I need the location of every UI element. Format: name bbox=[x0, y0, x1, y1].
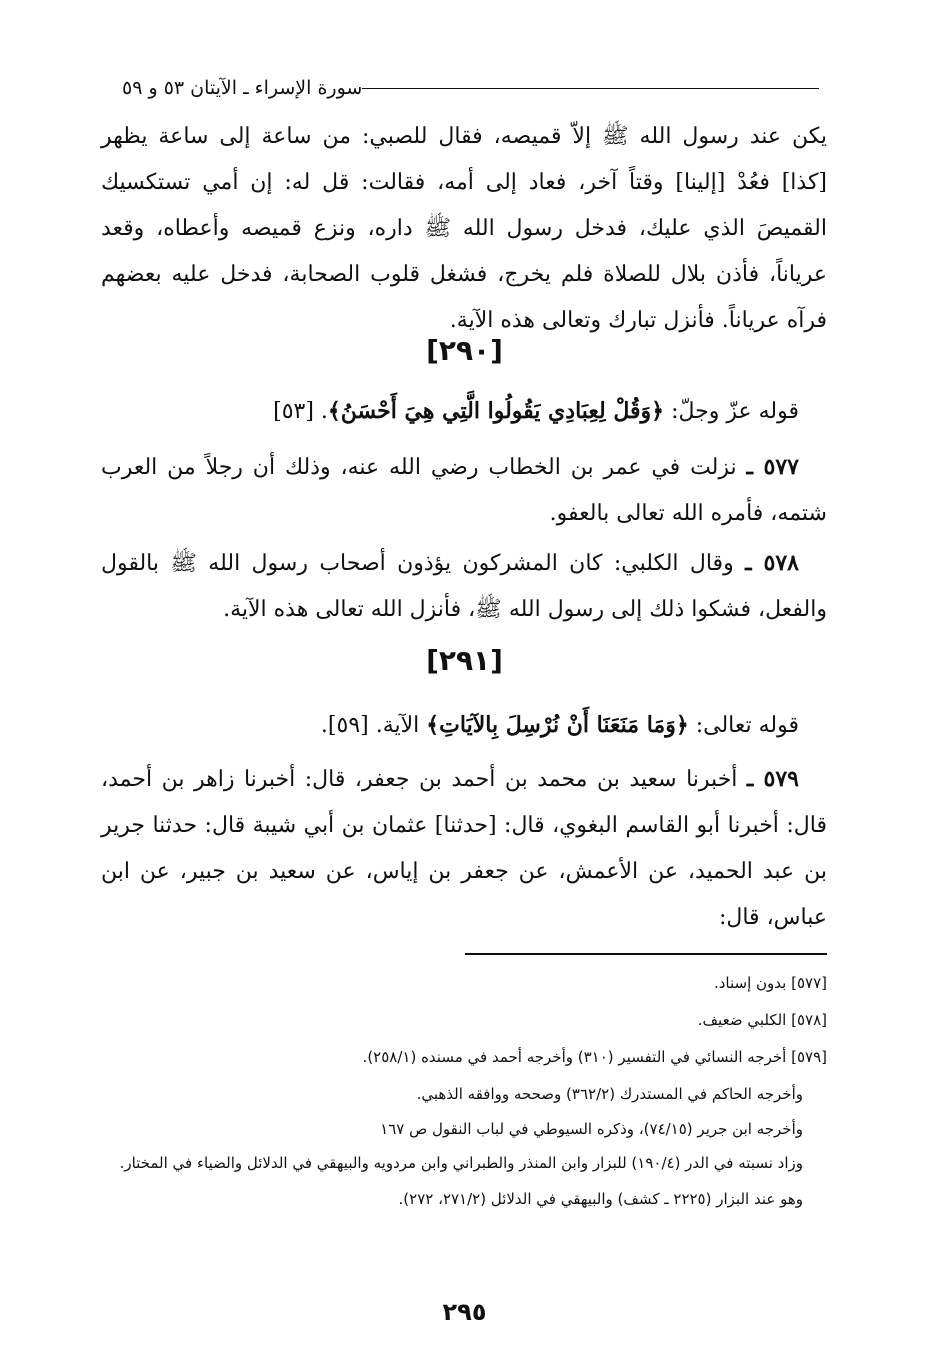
narration-578-text: وقال الكلبي: كان المشركون يؤذون أصحاب رسول الله ﷺ بالقول والفعل، فشكوا ذلك إلى رسول الله ﷺ، فأنزل الله تعالى هذه الآية. bbox=[101, 551, 827, 622]
continuation-text: يكن عند رسول الله ﷺ إلاّ قميصه، فقال للصبي: من ساعة إلى ساعة يظهر [كذا] فعُدْ [إلينا] وقتاً آخر، فعاد إلى أمه، فقالت: قل له: إن أمي تستكسيك القميصَ الذي عليك، فدخل رسول الله ﷺ داره، ونزع قميصه وأعطاه، وقعد عرياناً، فأذن بلال للصلاة فلم يخرج، فشغل قلوب الصحابة، فدخل عليه بعضهم فرآه عرياناً. فأنزل تبارك وتعالى هذه الآية. bbox=[101, 124, 827, 333]
verse-53-quran-text: ﴿وَقُلْ لِعِبَادِي يَقُولُوا الَّتِي هِيَ أَحْسَنُ﴾ bbox=[327, 398, 665, 424]
running-head-rule bbox=[362, 88, 819, 89]
verse-59-reference: الآية. [٥٩]. bbox=[320, 713, 427, 738]
narration-577-text: نزلت في عمر بن الخطاب رضي الله عنه، وذلك أن رجلاً من العرب شتمه، فأمره الله تعالى بالعفو. bbox=[101, 455, 827, 526]
footnote-579-hakim: وأخرجه الحاكم في المستدرك (٣٦٢/٢) وصححه ووافقه الذهبي. bbox=[416, 1085, 803, 1103]
footnote-579-durr: وزاد نسبته في الدر (١٩٠/٤) للبزار وابن المنذر والطبراني وابن مردويه والبيهقي في الدلائل والضياء في المختار. bbox=[119, 1154, 803, 1172]
verse-59-quran-text: ﴿وَمَا مَنَعَنَا أَنْ نُرْسِلَ بِالآيَاتِ﴾ bbox=[426, 712, 689, 738]
verse-59-line bbox=[101, 702, 827, 749]
footnote-578: [٥٧٨] الكلبي ضعيف. bbox=[697, 1011, 827, 1029]
footnote-579: [٥٧٩] أخرجه النسائي في التفسير (٣١٠) وأخرجه أحمد في مسنده (٢٥٨/١). bbox=[362, 1048, 827, 1066]
footnote-579-ibn-jarir: وأخرجه ابن جرير (٧٤/١٥)، وذكره السيوطي في لباب النقول ص ١٦٧ bbox=[380, 1120, 803, 1138]
section-number-291: [٢٩١] bbox=[426, 644, 503, 677]
verse-53-intro: قوله عزّ وجلّ: bbox=[664, 399, 799, 424]
narration-578-number: ٥٧٨ ـ bbox=[745, 550, 799, 576]
narration-578 bbox=[101, 540, 827, 633]
continuation-paragraph bbox=[101, 114, 827, 344]
running-head-title: سورة الإسراء ـ الآيتان ٥٣ و ٥٩ bbox=[122, 77, 363, 99]
narration-579 bbox=[101, 756, 827, 941]
footnote-separator bbox=[465, 953, 827, 955]
narration-579-number: ٥٧٩ ـ bbox=[746, 766, 799, 792]
section-number-290: [٢٩٠] bbox=[426, 334, 503, 367]
verse-53-reference: . [٥٣] bbox=[273, 399, 328, 424]
narration-577 bbox=[101, 444, 827, 537]
footnote-579-bazzar: وهو عند البزار (٢٢٢٥ ـ كشف) والبيهقي في الدلائل (٢٧١/٢، ٢٧٢). bbox=[398, 1190, 803, 1208]
running-head bbox=[110, 72, 819, 104]
footnotes bbox=[101, 968, 827, 1219]
verse-53-line bbox=[101, 388, 827, 435]
narration-579-text: أخبرنا سعيد بن محمد بن أحمد بن جعفر، قال: أخبرنا زاهر بن أحمد، قال: أخبرنا أبو القاسم البغوي، قال: [حدثنا] عثمان بن أبي شيبة قال: حدثنا جرير بن عبد الحميد، عن الأعمش، عن جعفر بن إياس، عن سعيد بن جبير، عن ابن عباس، قال: bbox=[101, 767, 827, 930]
verse-59-intro: قوله تعالى: bbox=[688, 713, 799, 738]
footnote-577: [٥٧٧] بدون إسناد. bbox=[713, 974, 827, 992]
page-number: ٢٩٥ bbox=[442, 1298, 487, 1326]
narration-577-number: ٥٧٧ ـ bbox=[746, 454, 799, 480]
